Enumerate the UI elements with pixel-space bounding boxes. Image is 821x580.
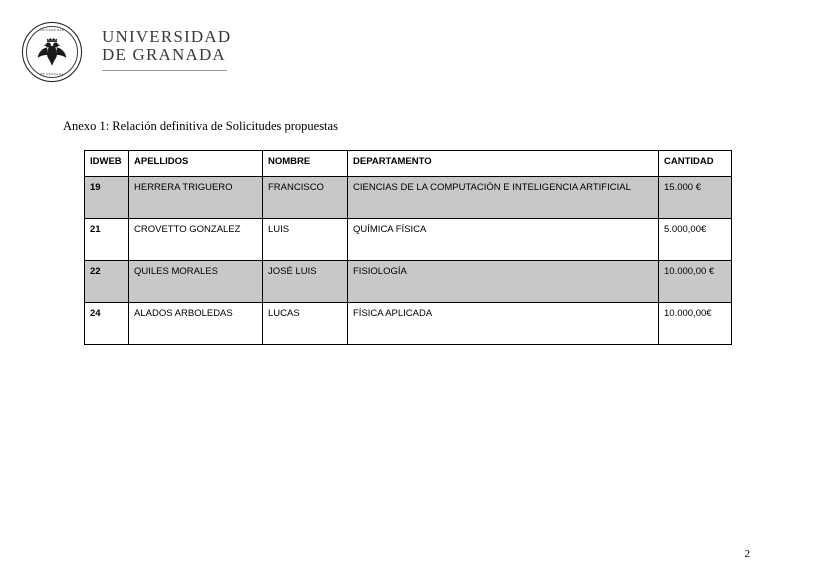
cell-nombre: LUIS bbox=[263, 219, 348, 261]
cell-idweb: 21 bbox=[85, 219, 129, 261]
wordmark-line-2: DE GRANADA bbox=[102, 44, 226, 64]
table-row bbox=[85, 303, 732, 345]
university-wordmark bbox=[102, 22, 231, 71]
cell-cantidad: 10.000,00€ bbox=[659, 303, 732, 345]
cell-nombre: FRANCISCO bbox=[263, 177, 348, 219]
table-row bbox=[85, 219, 732, 261]
column-header-cantidad: CANTIDAD bbox=[659, 151, 732, 177]
table-row bbox=[85, 177, 732, 219]
column-header-nombre: NOMBRE bbox=[263, 151, 348, 177]
cell-apellidos: ALADOS ARBOLEDAS bbox=[129, 303, 263, 345]
wordmark-rule bbox=[102, 70, 227, 71]
crowned-eagle-icon bbox=[35, 36, 69, 66]
cell-departamento: FISIOLOGÍA bbox=[348, 261, 659, 303]
cell-cantidad: 10.000,00 € bbox=[659, 261, 732, 303]
cell-departamento: QUÍMICA FÍSICA bbox=[348, 219, 659, 261]
cell-nombre: LUCAS bbox=[263, 303, 348, 345]
table-body bbox=[85, 177, 732, 345]
crest-top-text: UNIVERSIDAD bbox=[39, 28, 65, 32]
cell-idweb: 22 bbox=[85, 261, 129, 303]
cell-apellidos: HERRERA TRIGUERO bbox=[129, 177, 263, 219]
cell-idweb: 19 bbox=[85, 177, 129, 219]
page-title: Anexo 1: Relación definitiva de Solicitudes propuestas bbox=[63, 119, 338, 133]
column-header-apellidos: APELLIDOS bbox=[129, 151, 263, 177]
table-row bbox=[85, 261, 732, 303]
page-number: 2 bbox=[744, 548, 750, 560]
cell-nombre: JOSÉ LUIS bbox=[263, 261, 348, 303]
solicitudes-table-container bbox=[84, 150, 731, 345]
cell-departamento: CIENCIAS DE LA COMPUTACIÓN E INTELIGENCIA ARTIFICIAL bbox=[348, 177, 659, 219]
universidad-de-granada-crest-icon bbox=[22, 22, 82, 82]
solicitudes-table bbox=[84, 150, 732, 345]
table-header-row bbox=[85, 151, 732, 177]
document-header bbox=[22, 22, 231, 82]
cell-apellidos: CROVETTO GONZALEZ bbox=[129, 219, 263, 261]
cell-idweb: 24 bbox=[85, 303, 129, 345]
cell-departamento: FÍSICA APLICADA bbox=[348, 303, 659, 345]
crest-bottom-text: DE GRANADA bbox=[40, 72, 64, 76]
column-header-departamento: DEPARTAMENTO bbox=[348, 151, 659, 177]
wordmark-line-1: UNIVERSIDAD bbox=[102, 27, 232, 46]
table-header bbox=[85, 151, 732, 177]
cell-apellidos: QUILES MORALES bbox=[129, 261, 263, 303]
column-header-idweb: IDWEB bbox=[85, 151, 129, 177]
cell-cantidad: 5.000,00€ bbox=[659, 219, 732, 261]
cell-cantidad: 15.000 € bbox=[659, 177, 732, 219]
